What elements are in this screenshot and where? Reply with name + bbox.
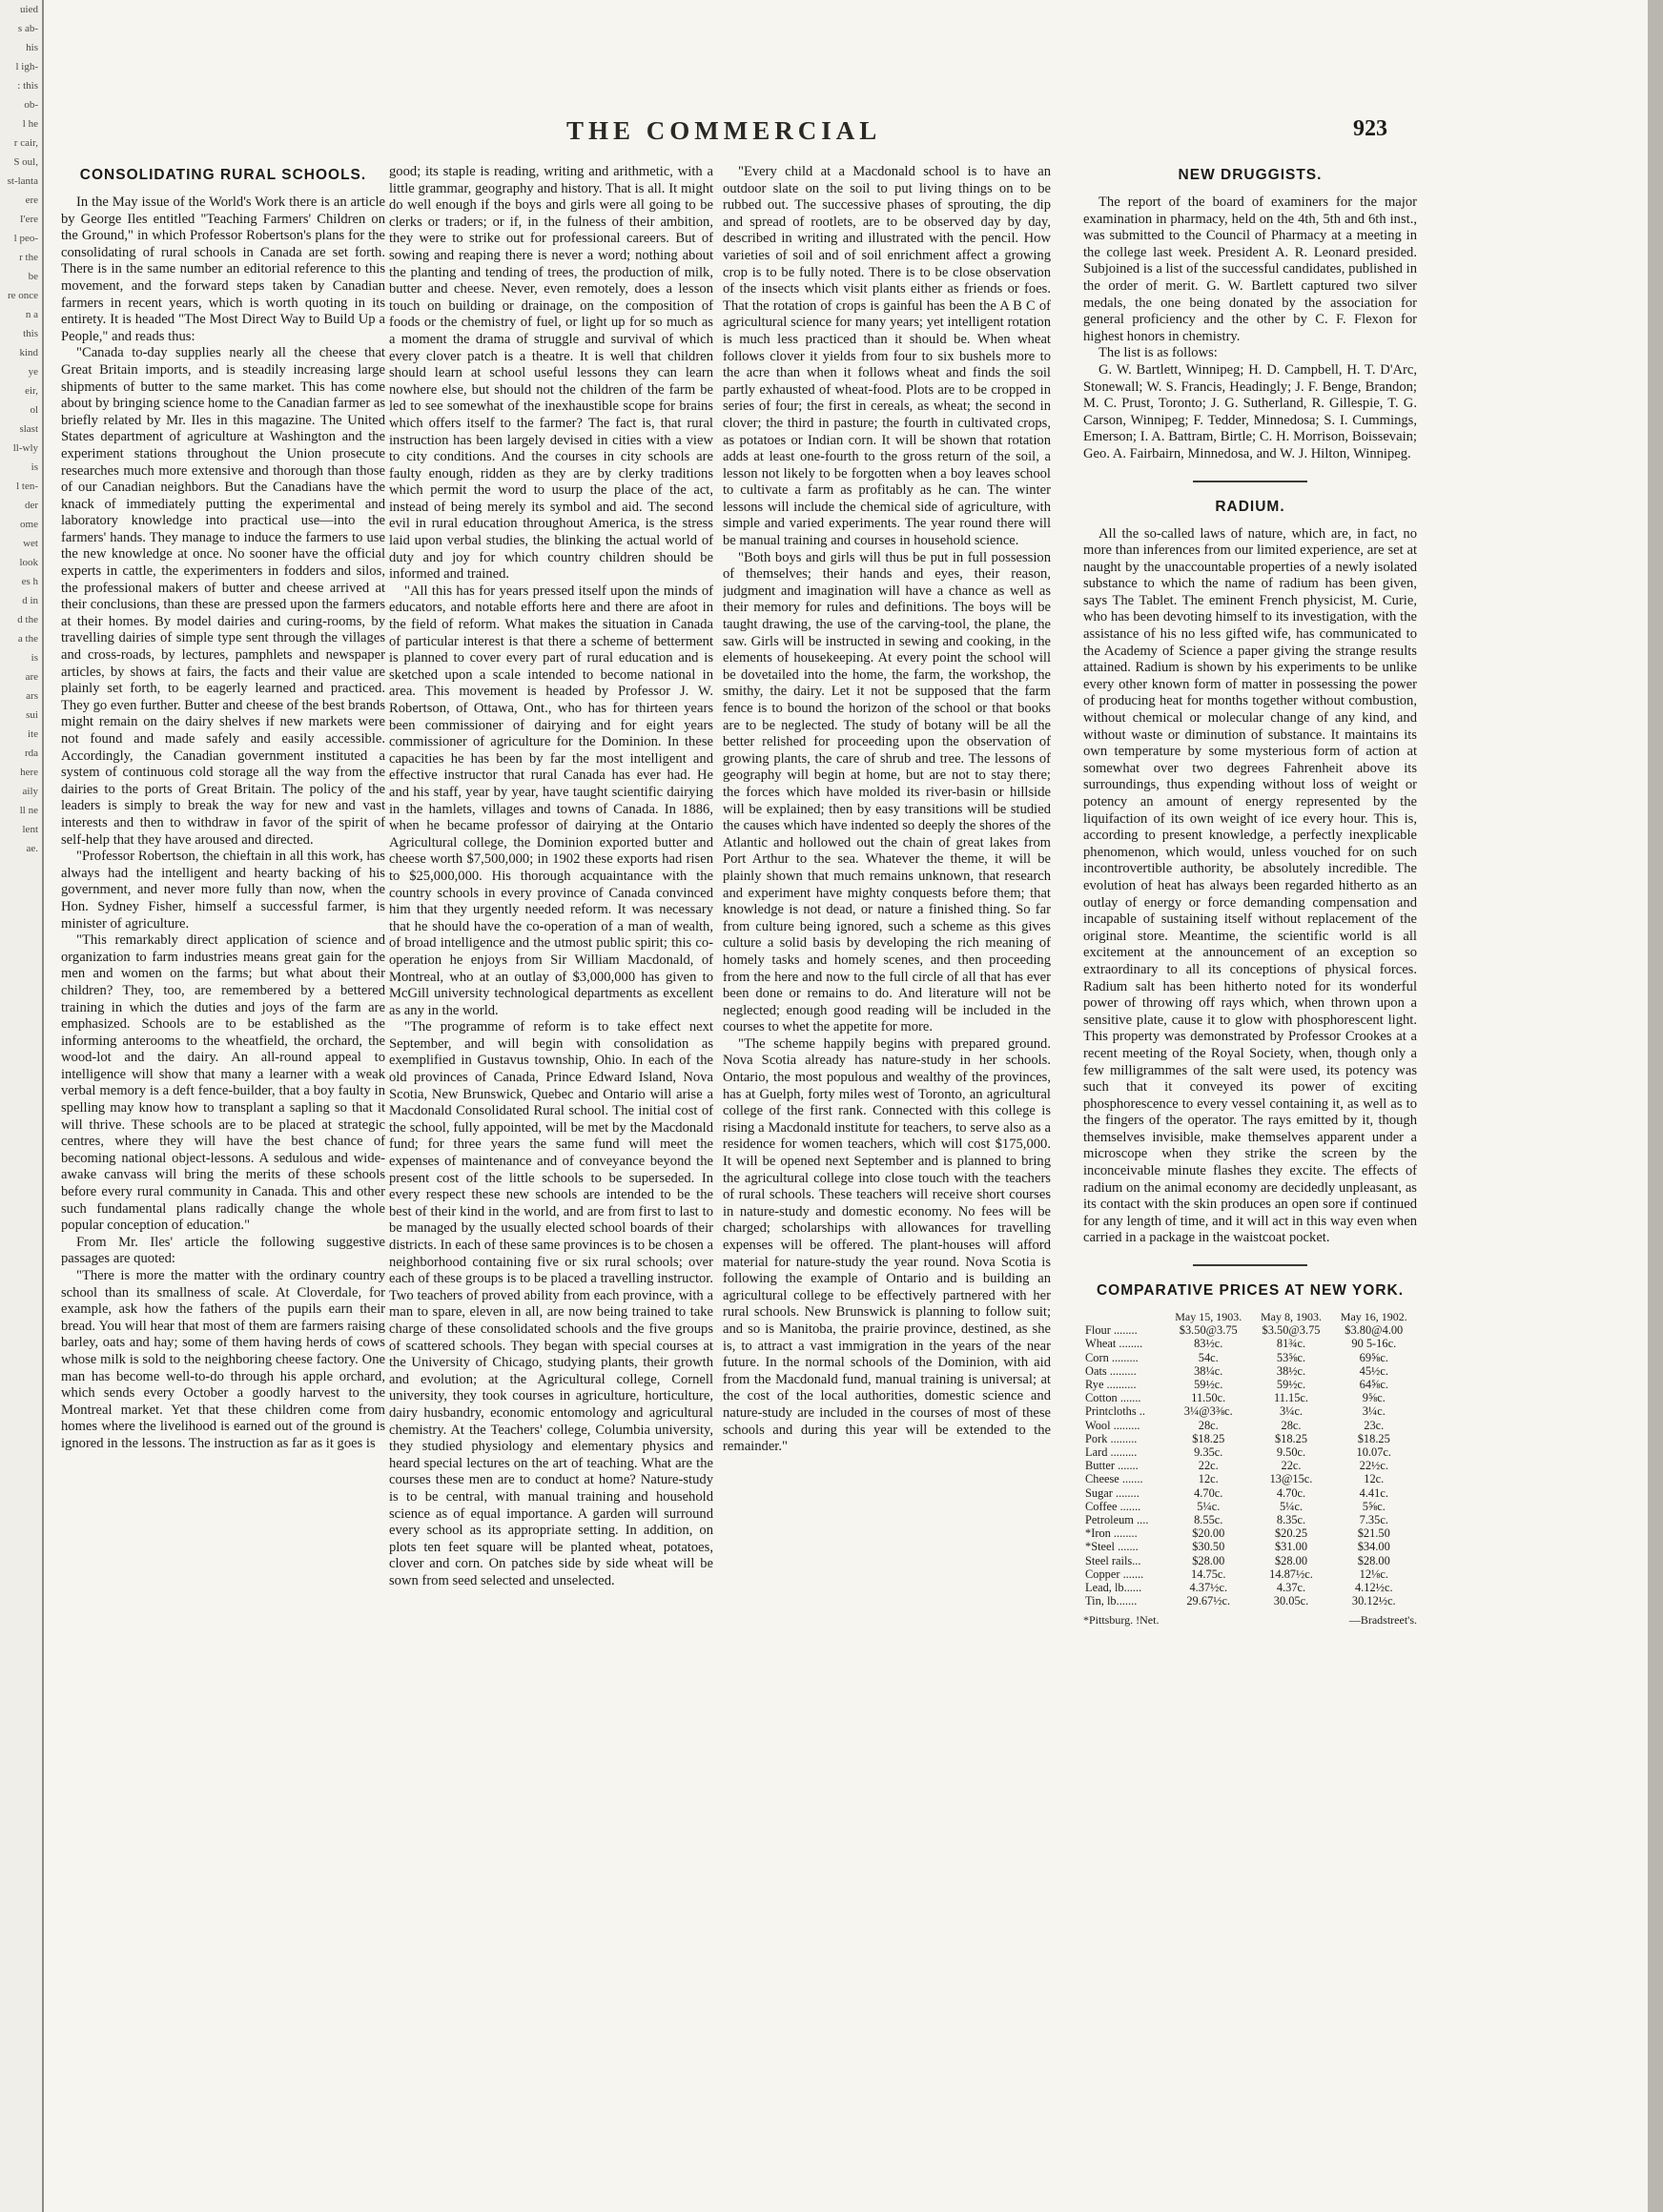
- price-value: 3¼c.: [1279, 1404, 1304, 1419]
- price-value: 4.70c.: [1276, 1485, 1306, 1500]
- price-value: 3¼@3⅜c.: [1183, 1404, 1233, 1419]
- adjacent-page-fragment: d the: [17, 614, 38, 625]
- adjacent-page-fragment: n a: [25, 309, 38, 320]
- adjacent-page-fragment: l ten-: [16, 481, 38, 492]
- price-value: 30.12½c.: [1351, 1594, 1396, 1608]
- adjacent-page-fragment: wet: [23, 538, 38, 549]
- adjacent-page-fragment: re once: [7, 290, 38, 301]
- price-value: 22½c.: [1359, 1459, 1388, 1473]
- price-row: [1083, 1554, 1417, 1567]
- article-paragraph: "There is more the matter with the ordinary country school than its smallness of scale. At Cloverdale, for example, ask how the fathers of the pupils earn their bread. You will hear that most of them are farmers raising barley, oats and hay; some of them having herds of cows whose milk is sold to the neighboring cheese factory. One man has become well-to-do through his apple orchard, which sends every October a goodly harvest to the Montreal market. Yet that these children come from homes where the livelihood is earned out of the ground is ignored in the lessons. The instruction as far as it goes is: [61, 1268, 385, 1451]
- adjacent-page-fragment: sui: [26, 709, 38, 721]
- price-col-header: May 8, 1903.: [1261, 1310, 1323, 1324]
- commodity-name: Sugar ........: [1085, 1485, 1139, 1500]
- price-value: $28.00: [1274, 1553, 1308, 1567]
- price-value: 13@15c.: [1269, 1472, 1313, 1486]
- commodity-name: Flour ........: [1085, 1323, 1138, 1338]
- adjacent-page-fragment: is: [31, 461, 38, 473]
- price-value: $28.00: [1192, 1553, 1225, 1567]
- price-value: 9⅝c.: [1362, 1391, 1386, 1405]
- price-col-header: May 15, 1903.: [1175, 1310, 1242, 1324]
- price-value: 14.87½c.: [1269, 1567, 1313, 1581]
- price-row: [1083, 1337, 1417, 1350]
- adjacent-page-fragment: d in: [22, 595, 38, 606]
- adjacent-page-fragment: look: [19, 557, 38, 568]
- commodity-name: *Steel .......: [1085, 1540, 1139, 1554]
- price-table-header: [1083, 1310, 1417, 1323]
- adjacent-page-fragment: s ab-: [17, 23, 38, 34]
- commodity-name: Butter .......: [1085, 1459, 1139, 1473]
- article-heading-radium: RADIUM.: [1215, 498, 1285, 515]
- adjacent-page-fragment: his: [26, 42, 38, 53]
- column-3: [723, 164, 1051, 2195]
- price-col-header: [1083, 1310, 1165, 1323]
- article-paragraph: The list is as follows:: [1098, 345, 1218, 361]
- adjacent-page-fragment: der: [24, 500, 38, 511]
- scan-edge: [1648, 0, 1663, 2212]
- price-value: 11.50c.: [1191, 1391, 1226, 1405]
- article-paragraph: G. W. Bartlett, Winnipeg; H. D. Campbell, H. T. D'Arc, Stonewall; W. S. Francis, Headingly; J. F. Benge, Brandon; M. C. Prust, Toronto; J. G. Sutherland, R. Gillespie, T. G. Carson, Winnipeg; F. Tedder, Minnedosa; S. I. Cummings, Emerson; I. A. Battram, Birtle; C. H. Morrison, Boissevain; Geo. A. Fairbairn, Minnedosa, and W. J. Hilton, Winnipeg.: [1083, 361, 1417, 461]
- adjacent-page-fragment: l igh-: [15, 61, 38, 72]
- price-value: 5¼c.: [1279, 1499, 1304, 1513]
- column-1: [61, 164, 385, 2195]
- price-value: 54c.: [1198, 1350, 1219, 1364]
- price-value: 22c.: [1281, 1459, 1302, 1473]
- adjacent-page-fragment: lent: [22, 824, 38, 835]
- price-row: [1083, 1500, 1417, 1513]
- article-paragraph: "All this has for years pressed itself upon the minds of educators, and notable efforts here and there are afoot in the field of reform. What makes the situation in Canada of particular interest is that there a scheme of betterment is planned to cover every part of rural education and is sketched upon a scale intended to become national in area. This movement is headed by Professor J. W. Robertson, of Ottawa, Ont., who has for thirteen years been commissioner of dairying and for eight years commissioner of agriculture for the Dominion. In these capacities he has been by far the most intelligent and effective instructor that rural Canada has ever had. He and his staff, year by year, have taught scientific dairying in the hamlets, villages and towns of Canada. In 1886, when he became professor of dairying at the Ontario Agricultural college, the Dominion exported butter and cheese worth $7,500,000; in 1902 these exports had risen to $25,000,000. His thorough acquaintance with the country schools in every province of Canada convinced him that they urgently needed reform. It was necessary that he should have the co-operation of a man of wealth, of broad intelligence and the utmost public spirit; this co-operation he enjoys from Sir William Macdonald, of Montreal, who at an outlay of $3,000,000 has given to McGill university technological departments as excellent as any in the world.: [389, 583, 713, 1018]
- adjacent-page-fragment: uied: [20, 4, 38, 15]
- price-row: [1083, 1594, 1417, 1608]
- article-paragraph: The report of the board of examiners for the major examination in pharmacy, held on the 4th, 5th and 6th inst., was submitted to the Council of Pharmacy at a meeting in the college last week. President A. R. Leonard presided. Subjoined is a list of the successful candidates, published in the order of merit. G. W. Bartlett captured two silver medals, the one being donated by the association for general proficiency and the other by C. F. Flexon for highest honors in chemistry.: [1083, 195, 1417, 344]
- article-heading-comparative-prices: COMPARATIVE PRICES AT NEW YORK.: [1096, 1282, 1405, 1300]
- price-value: 4.70c.: [1194, 1485, 1223, 1500]
- commodity-name: *Iron ........: [1085, 1526, 1138, 1541]
- adjacent-page-fragment: ll-wly: [12, 442, 38, 454]
- price-value: 10.07c.: [1356, 1445, 1392, 1460]
- commodity-name: Steel rails...: [1085, 1553, 1141, 1567]
- price-value: $18.25: [1192, 1431, 1225, 1445]
- adjacent-page-fragment: rda: [24, 748, 38, 759]
- adjacent-page-fragment: ars: [26, 690, 38, 702]
- article-paragraph: "Professor Robertson, the chieftain in all this work, has always had the intelligent and hearty backing of his government, and never more fully than now, when the Hon. Sydney Fisher, himself a successful farmer, is minister of agriculture.: [61, 849, 385, 932]
- adjacent-page-fragment: ye: [28, 366, 38, 378]
- article-paragraph: "Canada to-day supplies nearly all the cheese that Great Britain imports, and is steadily increasing large shipments of butter to the same market. This has come about by bringing science home to the Canadian farmer as briefly related by Mr. Iles in this magazine. The United States department of agriculture at Washington and the experiment stations throughout the Union prosecute researches much more extensive and thorough than those of our Canadian neighbors. But the Canadians have the knack of immediately putting the experimental and laboratory knowledge into practical use—into the farmers' hands. They manage to induce the farmers to use the new knowledge at once. No sooner have the official experts in cattle, the experimenters in fodders and silos, the professional makers of butter and cheese arrived at their conclusions, than these are pressed upon the farmers at their homes. By model dairies and curing-rooms, by travelling dairies of simple type sent through the villages and cross-roads, by lectures, pamphlets and newspaper articles, by shows at fairs, the facts and their value are plainly set forth, to be eagerly learned and practiced. They go even further. Butter and cheese of the best brands might remain on the dairy shelves if new markets were not found and made safely and easily accessible. Accordingly, the Canadian government instituted a system of continuous cold storage all the way from the dairies to the ports of Great Britain. The policy of the leaders is simply to break the way for new and vast interests and then to withdraw in favor of the spirit of self-help that they have aroused and directed.: [61, 345, 385, 848]
- price-footnote: [1083, 1612, 1417, 1629]
- commodity-name: Coffee .......: [1085, 1499, 1141, 1513]
- page-number: 923: [1353, 116, 1387, 141]
- price-value: 4.12½c.: [1354, 1581, 1393, 1595]
- commodity-name: Lead, lb......: [1085, 1581, 1142, 1595]
- adjacent-page-strip: [0, 0, 44, 2212]
- commodity-name: Copper .......: [1085, 1567, 1144, 1581]
- adjacent-page-fragment: are: [25, 671, 38, 683]
- price-table-body: [1083, 1323, 1417, 1608]
- price-row: [1083, 1419, 1417, 1432]
- price-value: $31.00: [1274, 1540, 1308, 1554]
- price-row: [1083, 1486, 1417, 1500]
- adjacent-page-fragment: l peo-: [13, 233, 38, 244]
- commodity-name: Cheese .......: [1085, 1472, 1143, 1486]
- article-paragraph: From Mr. Iles' article the following suggestive passages are quoted:: [61, 1234, 385, 1267]
- commodity-name: Petroleum ....: [1085, 1513, 1149, 1527]
- article-paragraph: "The programme of reform is to take effect next September, and will begin with consolidation as exemplified in Gustavus township, Ohio. In each of the old provinces of Canada, Prince Edward Island, Nova Scotia, New Brunswick, Quebec and Ontario will arise a Macdonald Consolidated Rural school. The initial cost of the school, fully appointed, will be met by the Macdonald fund; for three years the same fund will meet the expenses of maintenance and of conveyance beyond the present cost of the little schools to be superseded. In every respect these new schools are intended to be the best of their kind in the world, and are from first to last to be managed by the usually elected school boards of their districts. In each of these same provinces is to be chosen a neighborhood containing five or six rural schools; over each of these groups is to be placed a travelling instructor. Two teachers of proved ability from each province, with a man to spare, eleven in all, are now being trained to take charge of these consolidated schools and the five groups of scattered schools. They began with special courses at the University of Chicago, studying plants, their growth and evolution; at the Agricultural college, Cornell university, they took courses in agriculture, horticulture, dairy husbandry, economic entomology and agricultural chemistry. At the Teachers' college, Columbia university, they studied physiology and elementary physics and heard special lectures on the art of teaching. What are the courses these men are to conduct at home? Nature-study is to be central, with manual training and household science as of equal importance. A garden will surround every school as its appropriate setting. In addition, on plots ten feet square will be planted wheat, potatoes, clover and corn. On patches side by side wheat will be sown from seed selected and unselected.: [389, 1019, 713, 1588]
- price-value: 81¾c.: [1276, 1337, 1306, 1351]
- adjacent-page-fragment: ere: [25, 195, 38, 206]
- price-value: 9.50c.: [1276, 1445, 1306, 1460]
- price-value: 83½c.: [1194, 1337, 1223, 1351]
- price-footnote-left: *Pittsburg. !Net.: [1083, 1612, 1160, 1627]
- section-divider: [1193, 481, 1307, 482]
- price-row: [1083, 1526, 1417, 1540]
- section-divider: [1193, 1264, 1307, 1266]
- adjacent-page-fragment: be: [28, 271, 38, 282]
- commodity-name: Printcloths ..: [1085, 1404, 1145, 1419]
- adjacent-page-fragment: l he: [22, 118, 38, 130]
- price-row: [1083, 1391, 1417, 1404]
- adjacent-page-fragment: here: [20, 767, 38, 778]
- price-value: $20.00: [1192, 1526, 1225, 1541]
- price-row: [1083, 1513, 1417, 1526]
- price-value: 90 5-16c.: [1351, 1337, 1397, 1351]
- price-row: [1083, 1567, 1417, 1581]
- article-paragraph: "Every child at a Macdonald school is to have an outdoor slate on the soil to put living things on to be rubbed out. The successive phases of sprouting, the dip and spread of rootlets, are to be observed day by day, described in writing and illustrated with the pencil. How varieties of soil and of soil enrichment affect a growing crop is to be fully noted. There is to be close observation of the insects which visit plants either as friends or foes. That the rotation of crops is gainful has been the A B C of agricultural science for many years; yet intelligent rotation is much less practiced than it should be. When wheat follows clover it yields from four to six bushels more to the acre than when it follows wheat and finds the soil partly exhausted of wheat-food. Plots are to be cropped in series of four; the first in cereals, as wheat; the second in clover; the third in pasture; the fourth in cultivated crops, as potatoes or Indian corn. It will be shown that rotation adds at least one-fourth to the gross return of the soil, a lesson not likely to be forgotten when a boy leaves school to cultivate a farm as profitably as he can. The winter lessons will include the chemical side of agriculture, with simple and varied experiments. The year round there will be manual training and courses in household science.: [723, 164, 1051, 549]
- price-value: 28c.: [1281, 1418, 1302, 1432]
- commodity-name: Pork .........: [1085, 1431, 1138, 1445]
- price-value: 45½c.: [1359, 1363, 1388, 1378]
- price-row: [1083, 1432, 1417, 1445]
- price-value: 4.37½c.: [1189, 1581, 1228, 1595]
- commodity-name: Cotton .......: [1085, 1391, 1141, 1405]
- adjacent-page-fragment: : this: [17, 80, 38, 92]
- price-value: 30.05c.: [1273, 1594, 1309, 1608]
- price-value: 4.41c.: [1359, 1485, 1388, 1500]
- adjacent-page-fragment: ob-: [24, 99, 38, 111]
- price-row: [1083, 1364, 1417, 1378]
- price-row: [1083, 1445, 1417, 1459]
- price-row: [1083, 1351, 1417, 1364]
- price-value: 22c.: [1198, 1459, 1219, 1473]
- price-value: 4.37c.: [1276, 1581, 1306, 1595]
- price-row: [1083, 1404, 1417, 1418]
- article-paragraph: "Both boys and girls will thus be put in full possession of themselves; their hands and eyes, their reason, judgment and imagination will have a chance as well as their memory for rules and definitions. The boys will be taught drawing, the use of the carving-tool, the plane, the saw. Girls will be instructed in sewing and cooking, in the elements of housekeeping. At every point the school will be dovetailed into the home, the farm, the workshop, the smithy, the dairy. Let it not be supposed that the farm fence is to bound the horizon of the school or that books are to be neglected. The study of botany will be all the better relished for proceeding upon the observation of growing plants, the care of shrub and tree. The lessons of geography will begin at home, but are not to stay there; the forces which have molded its river-basin or hillside will be explained; then by easy transitions will be studied the causes which have indented so deeply the shores of the Atlantic and hollowed out the chain of great lakes from Port Arthur to the sea. Whatever the theme, it will be plainly shown that much remains unknown, that research and experiment have mighty conquests before them; that knowledge is not dead, or nature a finished thing. So far from culture being ignored, such a scheme as this gives culture a solid basis by developing the rich meaning of homely tasks and homely scenes, and then proceeding from the here and now to the full circle of all that has ever been done or remains to do. And literature will not be neglected; enough good reading will be included in the courses to whet the appetite for more.: [723, 549, 1051, 1035]
- article-paragraph: All the so-called laws of nature, which are, in fact, no more than inferences from our limited experience, are set at naught by the unaccountable properties of a newly isolated substance to which the name of radium has been given, says The Tablet. The eminent French physicist, M. Curie, who has been devoting himself to its investigation, with the assistance of his no less gifted wife, has communicated to the Academy of Science a paper giving the strange results attained. Radium is shown by his experiments to be unlike every other known form of matter in possessing the power of producing heat for months together without combustion, without chemical or molecular change of any kind, and without waste or diminution of substance. It maintains its own temperature by some mysterious form of action at somewhat over two degrees Fahrenheit above its surroundings, thus expending without loss of weight or potency an amount of energy represented by the liquifaction of its own weight of ice every hour. This is, according to present knowledge, a perfectly inexplicable phenomenon, which would, unless vouched for on such incontrovertible authority, be absolutely incredible. The evolution of heat has always been regarded hitherto as an outlay of energy or force demanding compensation and incapable of sustaining itself without replacement of the original store. Meantime, the scientific world is all excitement at the announcement of an exception so extraordinary to all its conceptions of physical forces. Radium salt has been hitherto noted for its wonderful power of throwing off rays which, when thrown upon a sensitive plate, cause it to glow with phosphorescent light. This property was demonstrated by Professor Crookes at a recent meeting of the Royal Society, when, though only a few milligrammes of the salt were used, its potency was such that it conveyed its power of exciting phosphorescence to every vessel containing it, as well as to the fingers of the operator. The rays emitted by it, though themselves invisible, make themselves apparent under a microscope when they strike the screen by the inconceivable minute flashes they excite. The effects of radium on the animal economy are decidedly unpleasant, as its contact with the skin produces an open sore if continued for any length of time, and it will act in this way even when carried in a package in the waistcoat pocket.: [1083, 525, 1417, 1246]
- adjacent-page-fragment: r the: [19, 252, 38, 263]
- price-row: [1083, 1459, 1417, 1472]
- article-paragraph: good; its staple is reading, writing and arithmetic, with a little grammar, geography and history. That is all. It might do well enough if the boys and girls were all going to be clerks or traders; or if, in the fulness of their ambition, they were to strike out for professional careers. But of sowing and reaping there is never a word; nothing about the planting and tending of trees, the production of milk, butter and cheese. Never, even remotely, does a lesson touch on building or drainage, on the composition of foods or the chemistry of fuel, or light up for so much as a moment the drama of struggle and survival of which every clover patch is a theatre. It is well that children should learn at school useful lessons they can learn nowhere else, but should not the children of the farm be led to see somewhat of the inexhaustible scope for brains which offers itself to the farmer? The fact is, that rural instruction has been largely devised in cities with a view to city conditions. And the courses in city schools are faulty enough, ridden as they are by clerky traditions which permit the word to usurp the place of the act, instead of being merely its symbol and aid. The second evil in rural education throughout America, is the stress laid upon verbal studies, the blinking the actual world of duty and joy for which country children should be informed and trained.: [389, 164, 713, 583]
- column-2: [389, 164, 713, 2195]
- adjacent-page-fragment: ite: [28, 728, 38, 740]
- adjacent-page-fragment: kind: [19, 347, 38, 358]
- running-header: [44, 116, 1648, 154]
- price-value: 59½c.: [1194, 1378, 1223, 1392]
- price-value: 64⅝c.: [1359, 1378, 1388, 1392]
- price-value: 8.55c.: [1194, 1513, 1223, 1527]
- price-row: [1083, 1581, 1417, 1594]
- adjacent-page-fragment: eir,: [25, 385, 38, 397]
- price-value: $3.50@3.75: [1262, 1323, 1321, 1338]
- price-value: 11.15c.: [1274, 1391, 1309, 1405]
- article-heading-consolidating-rural-schools: CONSOLIDATING RURAL SCHOOLS.: [79, 167, 367, 183]
- adjacent-page-fragment: S oul,: [13, 156, 38, 168]
- adjacent-page-fragment: st-lanta: [7, 175, 38, 187]
- price-footnote-right: —Bradstreet's.: [1348, 1612, 1417, 1627]
- price-col-header: May 16, 1902.: [1340, 1310, 1407, 1324]
- commodity-name: Corn .........: [1085, 1350, 1139, 1364]
- price-value: 12⅛c.: [1359, 1567, 1388, 1581]
- price-value: $3.80@4.00: [1345, 1323, 1404, 1338]
- price-value: $18.25: [1357, 1431, 1390, 1445]
- adjacent-page-fragment: r cair,: [13, 137, 38, 149]
- price-value: $18.25: [1274, 1431, 1308, 1445]
- commodity-name: Oats .........: [1085, 1363, 1137, 1378]
- price-value: 38¼c.: [1194, 1363, 1223, 1378]
- adjacent-page-fragment: is: [31, 652, 38, 664]
- adjacent-page-fragment: a the: [17, 633, 38, 645]
- price-value: 59½c.: [1276, 1378, 1306, 1392]
- commodity-name: Wool .........: [1085, 1418, 1140, 1432]
- adjacent-page-fragment: I'ere: [19, 214, 38, 225]
- price-value: 3¼c.: [1362, 1404, 1386, 1419]
- price-value: 23c.: [1364, 1418, 1385, 1432]
- price-value: $3.50@3.75: [1179, 1323, 1238, 1338]
- price-value: 38½c.: [1276, 1363, 1306, 1378]
- commodity-name: Lard .........: [1085, 1445, 1138, 1460]
- price-value: $21.50: [1357, 1526, 1390, 1541]
- commodity-name: Rye ..........: [1085, 1378, 1137, 1392]
- price-value: 5¼c.: [1197, 1499, 1221, 1513]
- price-value: $34.00: [1357, 1540, 1390, 1554]
- price-row: [1083, 1378, 1417, 1391]
- adjacent-page-fragment: ol: [30, 404, 38, 416]
- price-value: 9.35c.: [1194, 1445, 1223, 1460]
- price-value: 5⅝c.: [1362, 1499, 1386, 1513]
- adjacent-page-fragment: this: [23, 328, 38, 339]
- price-row: [1083, 1540, 1417, 1553]
- price-value: 69⅝c.: [1359, 1350, 1388, 1364]
- adjacent-page-fragment: es h: [21, 576, 38, 587]
- price-value: $28.00: [1357, 1553, 1390, 1567]
- adjacent-page-fragment: ae.: [26, 843, 38, 854]
- price-row: [1083, 1472, 1417, 1485]
- price-value: 12c.: [1198, 1472, 1219, 1486]
- column-4: [1083, 164, 1417, 2195]
- commodity-name: Tin, lb.......: [1085, 1594, 1138, 1608]
- price-table: [1083, 1310, 1417, 1608]
- newspaper-page: [44, 0, 1648, 2212]
- article-paragraph: In the May issue of the World's Work there is an article by George Iles entitled "Teaching Farmers' Children on the Ground," in which Professor Robertson's plans for the consolidating of rural schools in Canada are set forth. There is in the same number an editorial reference to this movement, and the forward steps taken by Canadian farmers in recent years, which is worth quoting in its entirety. It is headed "The Most Direct Way to Build Up a People," and reads thus:: [61, 195, 385, 344]
- price-row: [1083, 1323, 1417, 1337]
- article-paragraph: "This remarkably direct application of science and organization to farm industries means great gain for the men and women on the farms; but what about their children? They, too, are remembered by a bettered training in which the duties and joys of the farm are emphasized. Schools are to be established as the informing anterooms to the wheatfield, the orchard, the wood-lot and the dairy. An all-round appeal to intelligence will show that many a learner with a weak verbal memory is a deft fence-builder, that a boy faulty in spelling may know how to transplant a sapling so that it will thrive. These schools are to be placed at strategic centres, where they will have the best chance of becoming national object-lessons. A sedulous and wide-awake canvass will bring the merits of these schools before every rural community in Canada. This and other such fundamental plans radically change the whole popular conception of education.": [61, 932, 385, 1234]
- article-heading-new-druggists: NEW DRUGGISTS.: [1178, 167, 1323, 183]
- price-value: 12c.: [1364, 1472, 1385, 1486]
- adjacent-page-fragment: slast: [19, 423, 38, 435]
- adjacent-page-fragment: ll ne: [19, 805, 38, 816]
- price-value: $30.50: [1192, 1540, 1225, 1554]
- price-value: 14.75c.: [1191, 1567, 1226, 1581]
- price-value: 53⅝c.: [1276, 1350, 1306, 1364]
- commodity-name: Wheat ........: [1085, 1337, 1143, 1351]
- price-value: 8.35c.: [1276, 1513, 1306, 1527]
- publication-title: THE COMMERCIAL: [566, 116, 882, 145]
- article-paragraph: "The scheme happily begins with prepared ground. Nova Scotia already has nature-study in her schools. Ontario, the most populous and wealthy of the provinces, has at Guelph, forty miles west of Toronto, an agricultural college of the first rank. Connected with this college is rising a Macdonald institute for teachers, to serve also as a residence for women teachers, which will cost $175,000. It will be opened next September and is planned to bring the agricultural college into close touch with the teachers of rural schools. These teachers will receive short courses in nature-study and domestic economy. No fees will be charged; scholarships with allowances for travelling expenses will be offered. The plant-houses will afford material for nature-study the year round. Nova Scotia is following the example of Ontario and is building an agricultural college to be effectively partnered with her rural schools. New Brunswick is planning to follow suit; and so is Manitoba, the prairie province, destined, as she is, to attract a vast immigration in the years of the near future. In the normal schools of the Dominion, with aid from the Macdonald fund, manual training is universal; at the cost of the local authorities, domestic science and nature-study are included in the courses of most of these schools and during this year will be extended to the remainder.": [723, 1035, 1051, 1455]
- price-value: 7.35c.: [1359, 1513, 1388, 1527]
- price-value: 29.67½c.: [1186, 1594, 1231, 1608]
- price-value: $20.25: [1274, 1526, 1308, 1541]
- price-value: 28c.: [1198, 1418, 1219, 1432]
- adjacent-page-fragment: aily: [22, 786, 38, 797]
- adjacent-page-fragment: ome: [20, 519, 38, 530]
